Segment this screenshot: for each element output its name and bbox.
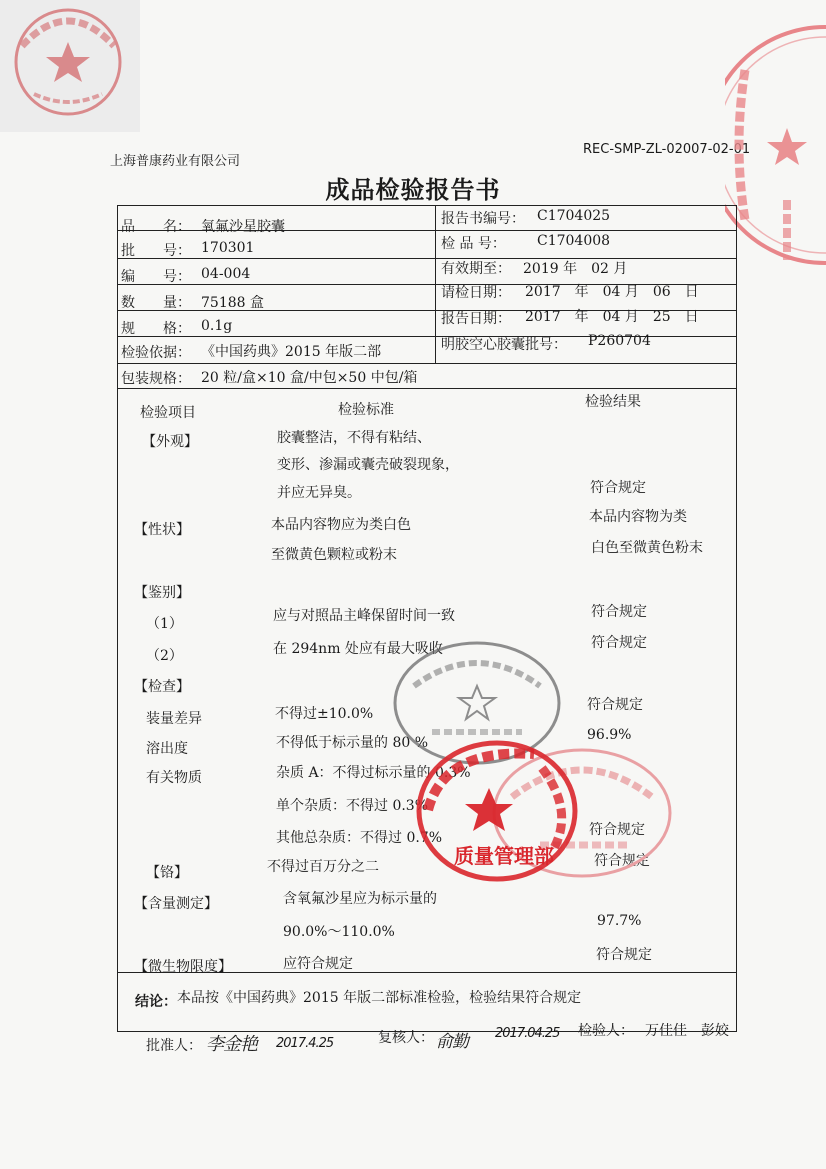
capsule-batch-value: P260704 [588, 333, 651, 349]
capsule-batch-label: 明胶空心胶囊批号： [441, 337, 567, 353]
batch-value: 170301 [201, 240, 255, 256]
basis-label: 检验依据： [121, 345, 191, 361]
identification-sub-1: （1） [146, 616, 183, 632]
assay-standard-2: 90.0%～110.0% [283, 924, 395, 940]
reviewer-signature: 俞勤 [436, 1032, 468, 1052]
quantity-label: 数 量： [121, 295, 191, 311]
identification-result-2: 符合规定 [591, 635, 647, 651]
uniformity-standard: 不得过±10.0% [275, 706, 374, 722]
approver-date: 2017.4.25 [276, 1036, 334, 1051]
company-name: 上海普康药业有限公司 [110, 154, 241, 169]
related-standard-3: 其他总杂质：不得过 0.7% [276, 830, 443, 846]
dissolution-result: 96.9% [587, 727, 632, 743]
column-header-result: 检验结果 [585, 394, 641, 410]
page-title: 成品检验报告书 [325, 176, 501, 204]
character-result-1: 本品内容物为类 [589, 509, 687, 525]
assay-standard-1: 含氧氟沙星应为标示量的 [283, 891, 437, 907]
report-date-value: 2017 年 04 月 25 日 [525, 309, 699, 325]
microbial-standard: 应符合规定 [283, 956, 353, 972]
column-divider [435, 206, 436, 363]
related-standard-2: 单个杂质：不得过 0.3% [276, 798, 429, 814]
packaging-value: 20 粒/盒×10 盒/中包×50 中包/箱 [201, 370, 418, 386]
product-value: 氧氟沙星胶囊 [201, 219, 285, 235]
code-value: 04-004 [201, 266, 251, 282]
appearance-standard-1: 胶囊整洁，不得有粘结、 [277, 430, 431, 446]
appearance-result: 符合规定 [590, 480, 646, 496]
identification-sub-2: （2） [146, 648, 183, 664]
microbial-result: 符合规定 [596, 947, 652, 963]
reviewer-date: 2017.04.25 [495, 1026, 560, 1041]
test-inspection: 【检查】 [134, 679, 190, 695]
character-result-2: 白色至微黄色粉末 [591, 540, 703, 556]
reviewer-label: 复核人： [378, 1030, 434, 1046]
request-date-value: 2017 年 04 月 06 日 [525, 284, 699, 300]
conclusion-label: 结论： [135, 994, 177, 1010]
chromium-result: 符合规定 [594, 853, 650, 869]
appearance-standard-3: 并应无异臭。 [277, 485, 361, 501]
assay-result: 97.7% [597, 913, 642, 929]
quantity-value: 75188 盒 [201, 295, 264, 311]
test-uniformity: 装量差异 [146, 711, 202, 727]
related-result: 符合规定 [589, 822, 645, 838]
identification-standard-2: 在 294nm 处应有最大吸收 [273, 641, 443, 657]
approver-signature: 李金艳 [206, 1034, 257, 1055]
packaging-label: 包装规格： [121, 371, 191, 387]
test-dissolution: 溶出度 [146, 741, 188, 757]
batch-label: 批 号： [121, 243, 191, 259]
spec-label: 规 格： [121, 321, 191, 337]
identification-result-1: 符合规定 [591, 604, 647, 620]
test-identification: 【鉴别】 [134, 585, 190, 601]
inspection-no-label: 检 品 号： [441, 236, 506, 252]
report-no-value: C1704025 [537, 208, 611, 224]
chromium-standard: 不得过百万分之二 [267, 859, 379, 875]
appearance-standard-2: 变形、渗漏或囊壳破裂现象， [277, 457, 459, 473]
test-assay: 【含量测定】 [134, 896, 218, 912]
code-label: 编 号： [121, 269, 191, 285]
request-date-label: 请检日期： [441, 285, 511, 301]
column-header-item: 检验项目 [140, 405, 196, 421]
inspector-names: 万佳佳 彭姣 [645, 1023, 729, 1039]
conclusion-text: 本品按《中国药典》2015 年版二部标准检验，检验结果符合规定 [177, 990, 582, 1006]
uniformity-result: 符合规定 [587, 697, 643, 713]
row-divider [118, 388, 736, 389]
test-character: 【性状】 [134, 522, 190, 538]
expiry-value: 2019 年 02 月 [523, 261, 628, 277]
inspection-no-value: C1704008 [537, 233, 611, 249]
row-divider [118, 363, 736, 364]
row-divider [118, 258, 736, 259]
test-appearance: 【外观】 [142, 434, 198, 450]
expiry-label: 有效期至： [441, 261, 511, 277]
spec-value: 0.1g [201, 318, 233, 334]
dissolution-standard: 不得低于标示量的 80 % [276, 735, 429, 751]
character-standard-2: 至微黄色颗粒或粉末 [271, 547, 397, 563]
identification-standard-1: 应与对照品主峰保留时间一致 [273, 608, 455, 624]
related-standard-1: 杂质 A：不得过标示量的 0.3% [276, 765, 471, 781]
document-number: REC-SMP-ZL-02007-02-01 [583, 142, 751, 157]
test-microbial: 【微生物限度】 [134, 959, 232, 975]
test-chromium: 【铬】 [146, 865, 188, 881]
test-related-substances: 有关物质 [146, 770, 202, 786]
top-left-stamp [0, 0, 140, 132]
svg-text:质量管理部: 质量管理部 [454, 844, 554, 868]
product-label: 品 名： [121, 219, 191, 235]
inspector-label: 检验人： [578, 1023, 634, 1039]
report-date-label: 报告日期： [441, 311, 511, 327]
approver-label: 批准人： [146, 1038, 202, 1054]
column-header-standard: 检验标准 [338, 402, 394, 418]
character-standard-1: 本品内容物应为类白色 [271, 517, 411, 533]
basis-value: 《中国药典》2015 年版二部 [201, 344, 382, 360]
report-no-label: 报告书编号： [441, 211, 525, 227]
